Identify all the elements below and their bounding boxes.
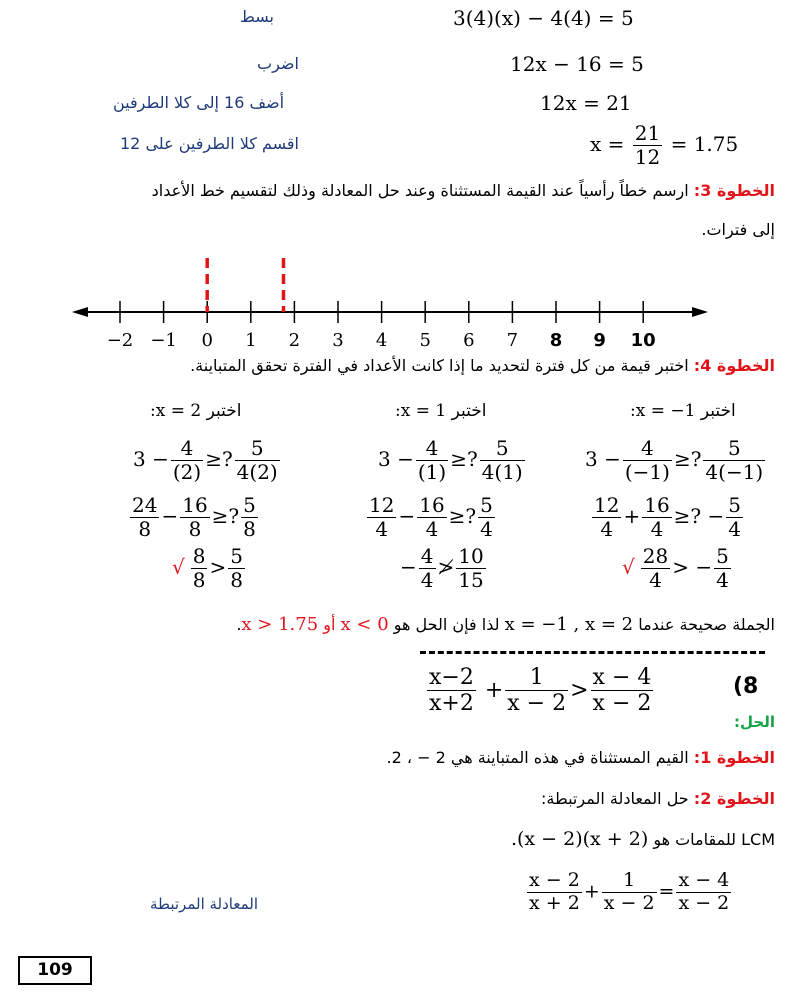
solution-label: الحل: xyxy=(734,713,775,731)
test-neg1-row2: $\frac{12}{4}$ + $\frac{16}{4}$ ≥? − $\frac{5}{4}$ xyxy=(594,493,742,541)
equation-divide-12: x = $\frac{21}{12}$ = 1.75 xyxy=(590,121,739,169)
related-equation-label: المعادلة المرتبطة xyxy=(150,895,259,913)
right-arrow-icon xyxy=(692,307,708,317)
tick-label: 5 xyxy=(419,330,431,351)
step-label-add-16: أضف 16 إلى كلا الطرفين xyxy=(113,93,285,112)
test-header-2: اختبر x = 2: xyxy=(150,401,242,421)
tick-label: 4 xyxy=(375,330,388,351)
tick-label: 10 xyxy=(630,330,656,351)
test-2-row2: $\frac{24}{8}$ − $\frac{16}{8}$ ≥? $\frac{5}{8}$ xyxy=(132,493,256,541)
test-1-row1: 3 − $\frac{4}{(1)}$ ≥? $\frac{5}{4(1)}$ xyxy=(378,436,523,484)
equation-add-16: 12x = 21 xyxy=(540,91,632,115)
problem-8-number: (8 xyxy=(733,674,759,699)
test-1-row2: $\frac{12}{4}$ − $\frac{16}{4}$ ≥? $\frac{5}{4}$ xyxy=(369,493,493,541)
test-header-1: اختبر x = 1: xyxy=(395,401,487,421)
separator xyxy=(420,651,765,654)
step-3-line-1: الخطوة 3: ارسم خطاً رأسياً عند القيمة المستثناة وعند حل المعادلة وذلك لتقسيم خط الأعداد xyxy=(151,181,775,200)
test-2-row1: 3 − $\frac{4}{(2)}$ ≥? $\frac{5}{4(2)}$ xyxy=(133,436,278,484)
check-mark-icon: √ xyxy=(622,555,635,579)
test-header-neg1: اختبر x = −1: xyxy=(630,401,736,421)
related-equation: $\frac{x - 2}{x + 2}$ + $\frac{1}{x - 2}$ = $\frac{x - 4}{x - 2}$ xyxy=(529,869,730,914)
test-neg1-row3: √ $\frac{28}{4}$ > − $\frac{5}{4}$ xyxy=(622,544,729,592)
equation-simplify: 3(4)(x) − 4(4) = 5 xyxy=(453,6,634,30)
conclusion-line: الجملة صحيحة عندما x = −1 , x = 2 لذا فإن الحل هو x < 0 أو x > 1.75. xyxy=(236,614,775,635)
tick-label: −2 xyxy=(106,330,134,351)
tick-label: 6 xyxy=(463,330,475,351)
tick-label: −1 xyxy=(150,330,177,351)
tick-label: 7 xyxy=(506,330,519,351)
problem-8-inequality: $\frac{x-2}{x+2}$ + $\frac{1}{x - 2}$ > $\frac{x - 4}{x - 2}$ xyxy=(429,665,652,717)
equation-multiply: 12x − 16 = 5 xyxy=(510,52,644,76)
test-1-row3: − $\frac{4}{4}$ ≯ $\frac{10}{15}$ xyxy=(400,544,484,592)
step-4-line: الخطوة 4: اختبر قيمة من كل فترة لتحديد ما إذا كانت الأعداد في الفترة تحقق المتباينة. xyxy=(190,356,775,375)
step-3-line-2: إلى فترات. xyxy=(701,220,775,239)
left-arrow-icon xyxy=(72,307,88,317)
number-line xyxy=(70,255,710,355)
tick-label: 9 xyxy=(593,330,606,351)
step-label-divide-12: اقسم كلا الطرفين على 12 xyxy=(120,134,299,153)
tick-label: 2 xyxy=(288,330,301,351)
step-1-line: الخطوة 1: القيم المستثناة في هذه المتباينة هي 2 − ، 2. xyxy=(386,748,775,767)
lcm-line: LCM للمقامات هو .(x − 2)(x + 2) xyxy=(510,828,775,850)
page-number: 109 xyxy=(18,956,92,985)
step-label-simplify: بسط xyxy=(240,7,274,26)
step-2-line: الخطوة 2: حل المعادلة المرتبطة: xyxy=(541,789,775,808)
check-mark-icon: √ xyxy=(172,555,185,579)
test-2-row3: √ $\frac{8}{8}$ > $\frac{5}{8}$ xyxy=(172,544,243,592)
tick-label: 8 xyxy=(549,330,563,351)
step-label-multiply: اضرب xyxy=(257,54,299,73)
tick-label: 0 xyxy=(201,330,213,351)
tick-label: 1 xyxy=(245,330,257,351)
tick-label: 3 xyxy=(332,330,344,351)
test-neg1-row1: 3 − $\frac{4}{(-1)}$ ≥? $\frac{5}{4(-1)}$ xyxy=(585,436,764,484)
